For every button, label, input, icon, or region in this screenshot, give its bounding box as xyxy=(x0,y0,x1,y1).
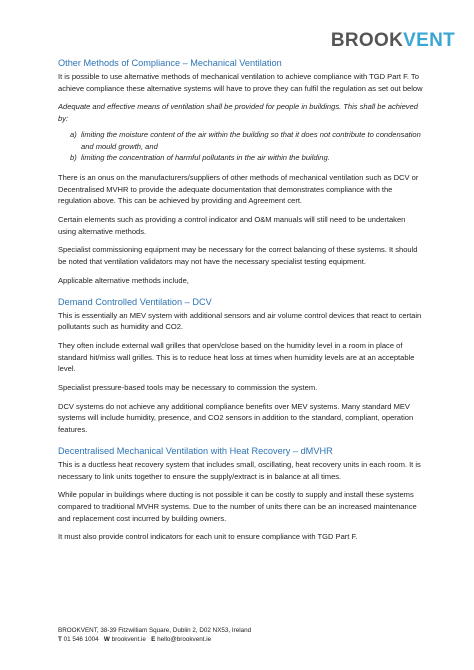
list-marker: a) xyxy=(70,129,77,139)
paragraph: DCV systems do not achieve any additional compliance benefits over MEV systems. Many standard MEV systems will include humidity, presence, and CO2 sensors in addition to the standard, compliant, operation features. xyxy=(58,401,414,435)
web-label: W xyxy=(103,635,110,643)
logo-brook: BROOK xyxy=(330,30,404,51)
list-marker: b) xyxy=(70,153,77,163)
regulation-list xyxy=(58,129,424,164)
paragraph: Specialist pressure-based tools may be necessary to commission the system. xyxy=(58,383,318,393)
email-label: E xyxy=(151,635,156,643)
regulation-quote: Adequate and effective means of ventilation shall be provided for people in buildings. This shall be achieved by: xyxy=(58,102,418,124)
brookvent-logo xyxy=(331,31,455,50)
paragraph: This is a ductless heat recovery system that includes small, oscillating, heat recovery units in each room. It is necessary to link units together to ensure the supply/extract is in balance at all times. xyxy=(58,459,421,481)
document-body xyxy=(58,57,424,550)
section-heading-dmvhr: Decentralised Mechanical Ventilation with Heat Recovery – dMVHR xyxy=(58,445,333,456)
footer-contact xyxy=(58,636,251,645)
paragraph: Certain elements such as providing a control indicator and O&M manuals will still need to be undertaken using alternative methods. xyxy=(58,215,406,236)
section-heading-other-methods: Other Methods of Compliance – Mechanical Ventilation xyxy=(58,58,282,68)
paragraph: This is essentially an MEV system with additional sensors and air volume control devices that react to certain pollutants such as humidity and CO2. xyxy=(58,310,422,332)
paragraph: While popular in buildings where ducting is not possible it can be costly to supply and install these systems compared to traditional MVHR systems. Due to the number of units there can be an increased maintenance and replacement cost incurred by building owners. xyxy=(58,490,417,523)
list-item xyxy=(58,129,424,152)
list-item-text: limiting the moisture content of the air within the building so that it does not contribute to condensation and mould growth, and xyxy=(81,129,421,151)
paragraph: Specialist commissioning equipment may be necessary for the correct balancing of these systems. It should be noted that ventilation validators may not have the necessary specialist testing equipment. xyxy=(58,245,418,267)
page-footer xyxy=(58,627,251,644)
email-link[interactable]: hello@brookvent.ie xyxy=(157,635,212,643)
footer-address: BROOKVENT, 38-39 Fitzwilliam Square, Dublin 2, D02 NX53, Ireland xyxy=(58,627,252,634)
paragraph: There is an onus on the manufacturers/suppliers of other methods of mechanical ventilation such as DCV or Decentralised MVHR to provide the adequate documentation that demonstrates compliance with the regulation above. This can be achieved by providing and Agreement cert. xyxy=(58,172,419,206)
tel-label: T xyxy=(58,635,62,643)
web-link[interactable]: brookvent.ie xyxy=(111,635,146,643)
paragraph: It is possible to use alternative methods of mechanical ventilation to achieve compliance with TGD Part F. To achieve compliance these alternative systems will have to prove they can fulfil the regulation as set out below xyxy=(58,72,423,93)
paragraph: Applicable alternative methods include, xyxy=(58,275,189,285)
section-heading-dcv: Demand Controlled Ventilation – DCV xyxy=(58,296,212,307)
tel-number: 01 546 1004 xyxy=(63,635,99,643)
paragraph: It must also provide control indicators for each unit to ensure compliance with TGD Part F. xyxy=(58,532,358,542)
list-item xyxy=(58,152,424,164)
logo-vent: VENT xyxy=(403,30,455,51)
paragraph: They often include external wall grilles that open/close based on the humidity level in a room in place of standard hit/miss wall grilles. This is to reduce heat loss at times when humidity levels are at an acceptable level. xyxy=(58,340,415,374)
list-item-text: limiting the concentration of harmful pollutants in the air within the building. xyxy=(81,153,330,163)
